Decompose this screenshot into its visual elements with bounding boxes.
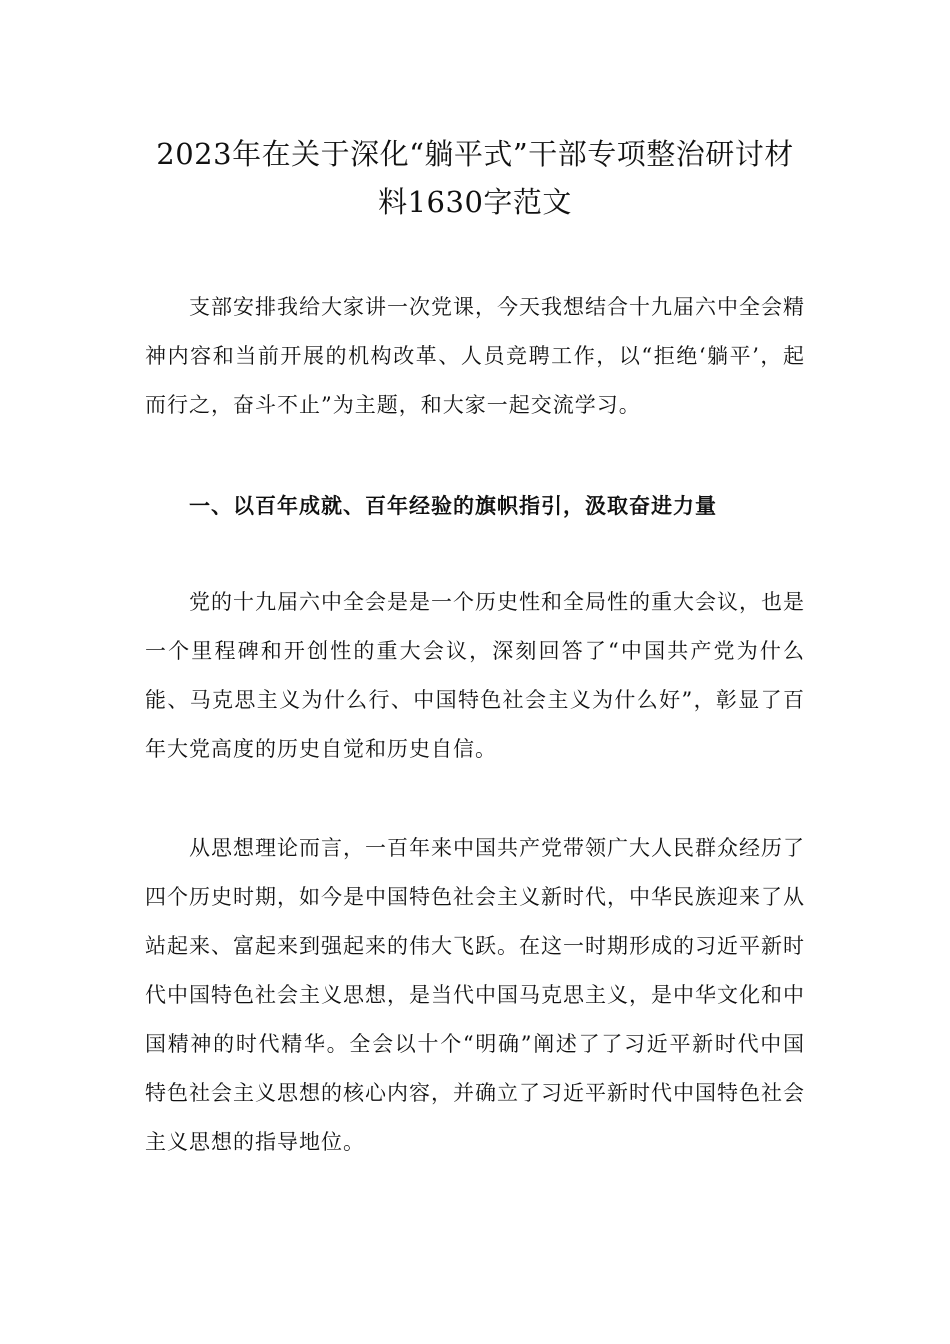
body-paragraph-2: 从思想理论而言，一百年来中国共产党带领广大人民群众经历了四个历史时期，如今是中国特色社会主义新时代，中华民族迎来了从站起来、富起来到强起来的伟大飞跃。在这一时期形成的习近平新时代中国特色社会主义思想，是当代中国马克思主义，是中华文化和中国精神的时代精华。全会以十个“明确”阐述了了习近平新时代中国特色社会主义思想的核心内容，并确立了习近平新时代中国特色社会主义思想的指导地位。 — [145, 836, 805, 1154]
body-paragraph-1: 党的十九届六中全会是是一个历史性和全局性的重大会议，也是一个里程碑和开创性的重大会议，深刻回答了“中国共产党为什么能、马克思主义为什么行、中国特色社会主义为什么好”，彰显了百年大党高度的历史自觉和历史自信。 — [145, 590, 805, 761]
document-title: 2023年在关于深化“躺平式”干部专项整治研讨材料1630字范文 — [156, 137, 794, 219]
intro-paragraph: 支部安排我给大家讲一次党课，今天我想结合十九届六中全会精神内容和当前开展的机构改革、人员竞聘工作，以“拒绝‘躺平’，起而行之，奋斗不止”为主题，和大家一起交流学习。 — [145, 295, 805, 417]
section-heading: 一、以百年成就、百年经验的旗帜指引，汲取奋进力量 — [189, 493, 717, 518]
